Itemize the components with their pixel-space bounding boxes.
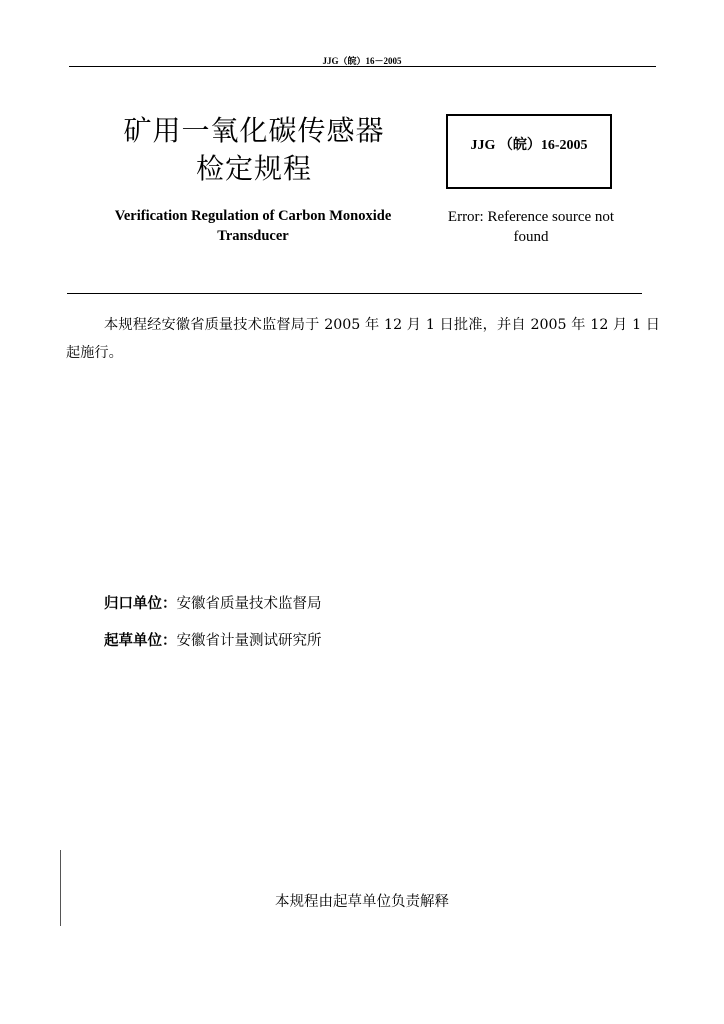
title-cn-line2: 检定规程 [195, 152, 312, 185]
responsible-unit [104, 592, 322, 613]
interpretation-note: 本规程由起草单位负责解释 [275, 894, 449, 910]
responsible-unit-label: 归口单位： [104, 596, 177, 612]
drafting-unit-value: 安徽省计量测试研究所 [176, 633, 322, 649]
title-en-line2: Transducer [217, 228, 289, 244]
responsible-unit-value: 安徽省质量技术监督局 [176, 596, 322, 612]
drafting-unit [104, 629, 322, 650]
approval-statement: 本规程经安徽省质量技术监督局于 2005 年 12 月 1 日批准，并自 2005 年 12 月 1 日起施行。 [66, 317, 660, 361]
section-divider [67, 293, 642, 294]
document-title-cn [74, 112, 434, 188]
drafting-unit-label: 起草单位： [104, 633, 177, 649]
title-cn-line1: 矿用一氧化碳传感器 [123, 114, 385, 147]
title-en-line1: Verification Regulation of Carbon Monoxide [114, 208, 392, 224]
reference-error [433, 207, 629, 247]
header-rule [69, 66, 656, 67]
header-code: JJG（皖）16－2005 [322, 56, 402, 66]
standard-code: JJG （皖）16-2005 [470, 138, 588, 153]
reference-error-line1: Error: Reference source not [447, 209, 615, 225]
reference-error-line2: found [513, 229, 549, 245]
margin-bar [60, 850, 61, 926]
document-title-en [84, 206, 422, 246]
standard-code-box [446, 114, 612, 189]
